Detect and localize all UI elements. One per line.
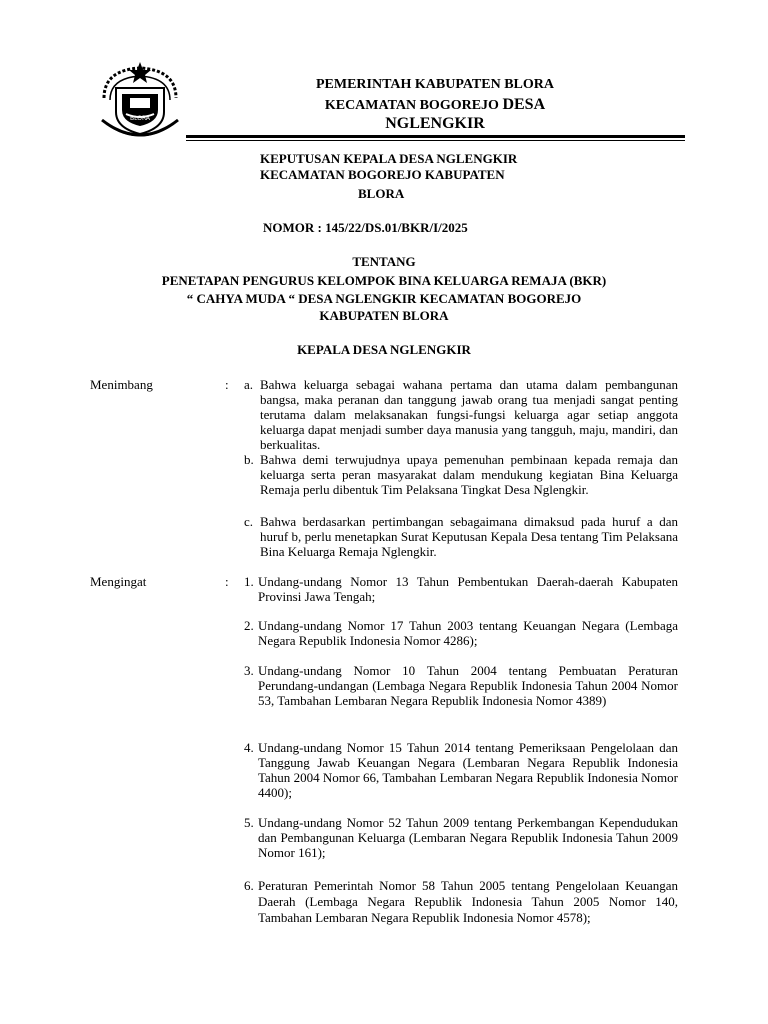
item-text: Undang-undang Nomor 10 Tahun 2004 tentang Pembuatan Peraturan Perundang-undangan (Lembaga Negara Republik Indonesia Tahun 2004 Nomor 53, Tambahan Lembaran Negara Republik Indonesia Nomor 4389) (258, 663, 678, 708)
letterhead-line-2 (200, 96, 670, 114)
letterhead-line-3: NGLENGKIR (385, 115, 485, 132)
decree-title-line-2: KECAMATAN BOGOREJO KABUPATEN (260, 167, 505, 182)
mengingat-item (244, 663, 678, 708)
letterhead-rule-thin (186, 140, 685, 141)
mengingat-item (244, 574, 678, 604)
item-text: Bahwa demi terwujudnya upaya pemenuhan pembinaan kepada remaja dan keluarga serta peran masyarakat dalam mendukung kegiatan Bina Keluarga Remaja perlu dibentuk Tim Pelaksana Tingkat Desa Nglengkir. (260, 452, 678, 497)
subject-line-2: “ CAHYA MUDA “ DESA NGLENGKIR KECAMATAN BOGOREJO (186, 291, 582, 306)
mengingat-label: Mengingat (90, 574, 147, 589)
item-marker: b. (244, 452, 254, 467)
mengingat-item (244, 618, 678, 648)
item-marker: 3. (244, 663, 254, 678)
subject-line-3: KABUPATEN BLORA (319, 308, 449, 323)
item-text: Bahwa keluarga sebagai wahana pertama dan utama dalam pembangunan bangsa, maka peranan dan tanggung jawab orang tua menjadi sangat penting terutama dalam melaksanakan fungsi-fungsi keluarga agar setiap anggota keluarga dapat menjadi sumber daya manusia yang tangguh, maju, mandiri, dan berkualitas. (260, 377, 678, 452)
item-text: Peraturan Pemerintah Nomor 58 Tahun 2005 tentang Pengelolaan Keuangan Daerah (Lembaga Negara Republik Indonesia Tahun 2005 Nomor 140, Tambahan Lembaran Negara Republik Indonesia Nomor 4578); (258, 878, 678, 925)
item-text: Bahwa berdasarkan pertimbangan sebagaimana dimaksud pada huruf a dan huruf b, perlu menetapkan Surat Keputusan Kepala Desa tentang Tim Pelaksana Bina Keluarga Remaja Nglengkir. (260, 514, 678, 559)
decree-title-line-3: BLORA (358, 186, 405, 201)
letterhead-desa: DESA (502, 96, 546, 113)
letterhead-line-1: PEMERINTAH KABUPATEN BLORA (315, 77, 554, 92)
mengingat-item (244, 815, 678, 860)
item-marker: 4. (244, 740, 254, 755)
letterhead-rule-thick (186, 135, 685, 138)
menimbang-label: Menimbang (90, 377, 153, 392)
item-marker: 5. (244, 815, 254, 830)
item-marker: 6. (244, 878, 254, 893)
letterhead-kecamatan: KECAMATAN BOGOREJO (324, 98, 499, 113)
seal-text: BLORA (130, 115, 150, 122)
menimbang-colon: : (225, 377, 229, 392)
item-marker: c. (244, 514, 254, 529)
decree-title-line-1: KEPUTUSAN KEPALA DESA NGLENGKIR (260, 151, 518, 166)
item-marker: 1. (244, 574, 254, 589)
regency-seal-logo (96, 58, 184, 144)
subject-line-1: PENETAPAN PENGURUS KELOMPOK BINA KELUARGA REMAJA (BKR) (161, 273, 607, 288)
mengingat-item (244, 740, 678, 800)
item-marker: 2. (244, 618, 254, 633)
item-text: Undang-undang Nomor 15 Tahun 2014 tentang Pemeriksaan Pengelolaan dan Tanggung Jawab Keuangan Negara (Lembaran Negara Republik Indonesia Tahun 2004 Nomor 66, Tambahan Lembaran Negara Republik Indonesia Nomor 4400); (258, 740, 678, 800)
tentang-heading: TENTANG (352, 254, 416, 269)
menimbang-item (244, 514, 678, 559)
menimbang-item (244, 452, 678, 497)
mengingat-colon: : (225, 574, 229, 589)
item-text: Undang-undang Nomor 17 Tahun 2003 tentang Keuangan Negara (Lembaga Negara Republik Indonesia Nomor 4286); (258, 618, 678, 648)
item-text: Undang-undang Nomor 13 Tahun Pembentukan Daerah-daerah Kabupaten Provinsi Jawa Tengah; (258, 574, 678, 604)
authority-heading: KEPALA DESA NGLENGKIR (297, 342, 471, 357)
item-text: Undang-undang Nomor 52 Tahun 2009 tentang Perkembangan Kependudukan dan Pembangunan Keluarga (Lembaran Negara Republik Indonesia Tahun 2009 Nomor 161); (258, 815, 678, 860)
menimbang-item (244, 377, 678, 452)
item-marker: a. (244, 377, 254, 392)
decree-number: NOMOR : 145/22/DS.01/BKR/I/2025 (263, 220, 468, 235)
mengingat-item (244, 878, 678, 926)
